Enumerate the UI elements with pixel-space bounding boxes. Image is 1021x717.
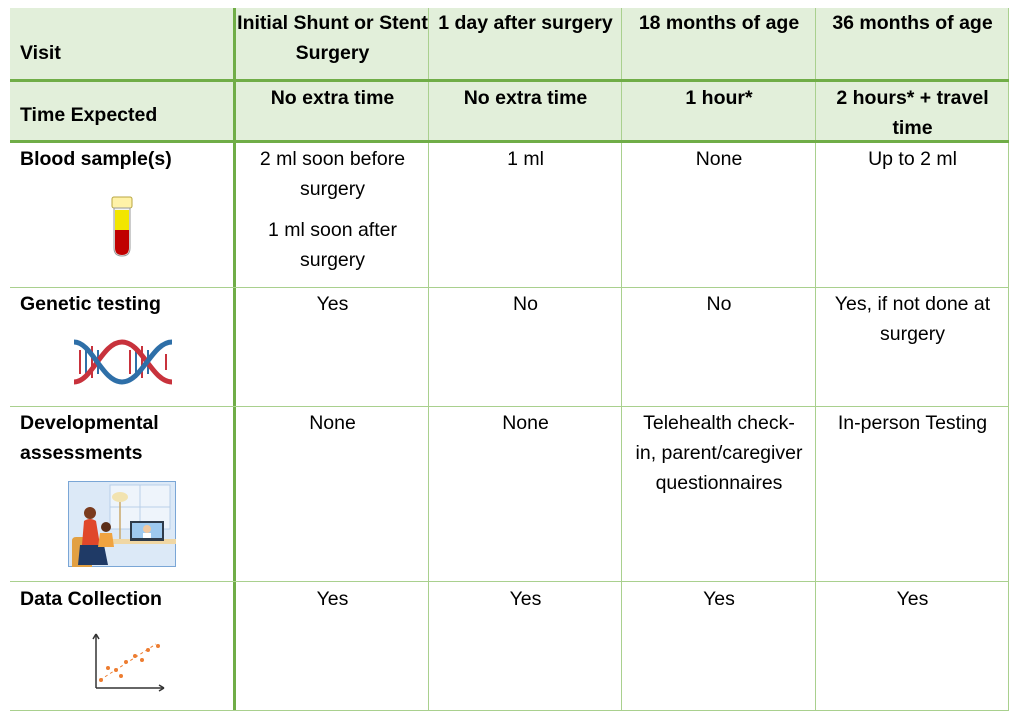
- development-36-months: In-person Testing: [837, 412, 988, 434]
- genetic-testing-1-day: No: [513, 293, 538, 315]
- visit-schedule-table: [10, 8, 1009, 711]
- dna-icon: [72, 338, 174, 386]
- genetic-testing-36-months: Yes, if not done at surgery: [834, 293, 991, 345]
- development-18-months: Telehealth check-in, parent/caregiver questionnaires: [635, 412, 803, 494]
- visit-header: Visit: [20, 42, 61, 64]
- grid-line: [10, 287, 1009, 288]
- grid-line-strong: [233, 8, 236, 711]
- grid-line: [10, 581, 1009, 582]
- row-label-developmental-assessments: Developmental assessments: [20, 412, 159, 464]
- blood-sample-36-months: Up to 2 ml: [868, 148, 957, 170]
- development-1-day: None: [502, 412, 549, 434]
- row-label-blood-samples: Blood sample(s): [20, 148, 172, 170]
- data-collection-18-months: Yes: [703, 588, 735, 610]
- scatter-plot-icon: [90, 630, 168, 694]
- column-header: Initial Shunt or Stent Surgery: [237, 12, 428, 64]
- column-header: 36 months of age: [832, 12, 993, 34]
- time-expected-value: 1 hour*: [685, 87, 753, 109]
- grid-line: [815, 8, 816, 711]
- data-collection-1-day: Yes: [509, 588, 542, 610]
- grid-line: [10, 406, 1009, 407]
- grid-line: [10, 710, 1009, 711]
- row-label-data-collection: Data Collection: [20, 588, 162, 610]
- grid-line: [1008, 8, 1009, 711]
- header-divider: [10, 140, 1009, 143]
- time-expected-value: No extra time: [463, 87, 588, 109]
- time-expected-value: No extra time: [270, 87, 395, 109]
- genetic-testing-initial: Yes: [316, 293, 349, 315]
- blood-sample-18-months: None: [695, 148, 743, 170]
- grid-line: [621, 8, 622, 711]
- development-initial: None: [309, 412, 356, 434]
- data-collection-initial: Yes: [316, 588, 349, 610]
- column-header: 1 day after surgery: [438, 12, 613, 34]
- column-header: 18 months of age: [638, 12, 800, 34]
- header-divider: [10, 79, 1009, 82]
- time-expected-label: Time Expected: [20, 104, 158, 126]
- blood-sample-initial: 2 ml soon before surgery 1 ml soon after surgery: [259, 148, 406, 271]
- genetic-testing-18-months: No: [706, 293, 732, 315]
- row-label-genetic-testing: Genetic testing: [20, 293, 161, 315]
- grid-line: [428, 8, 429, 711]
- time-expected-value: 2 hours* + travel time: [836, 87, 989, 139]
- blood-sample-1-day: 1 ml: [507, 148, 544, 170]
- blood-tube-icon: [110, 196, 134, 258]
- data-collection-36-months: Yes: [896, 588, 929, 610]
- telehealth-illustration: [68, 481, 176, 567]
